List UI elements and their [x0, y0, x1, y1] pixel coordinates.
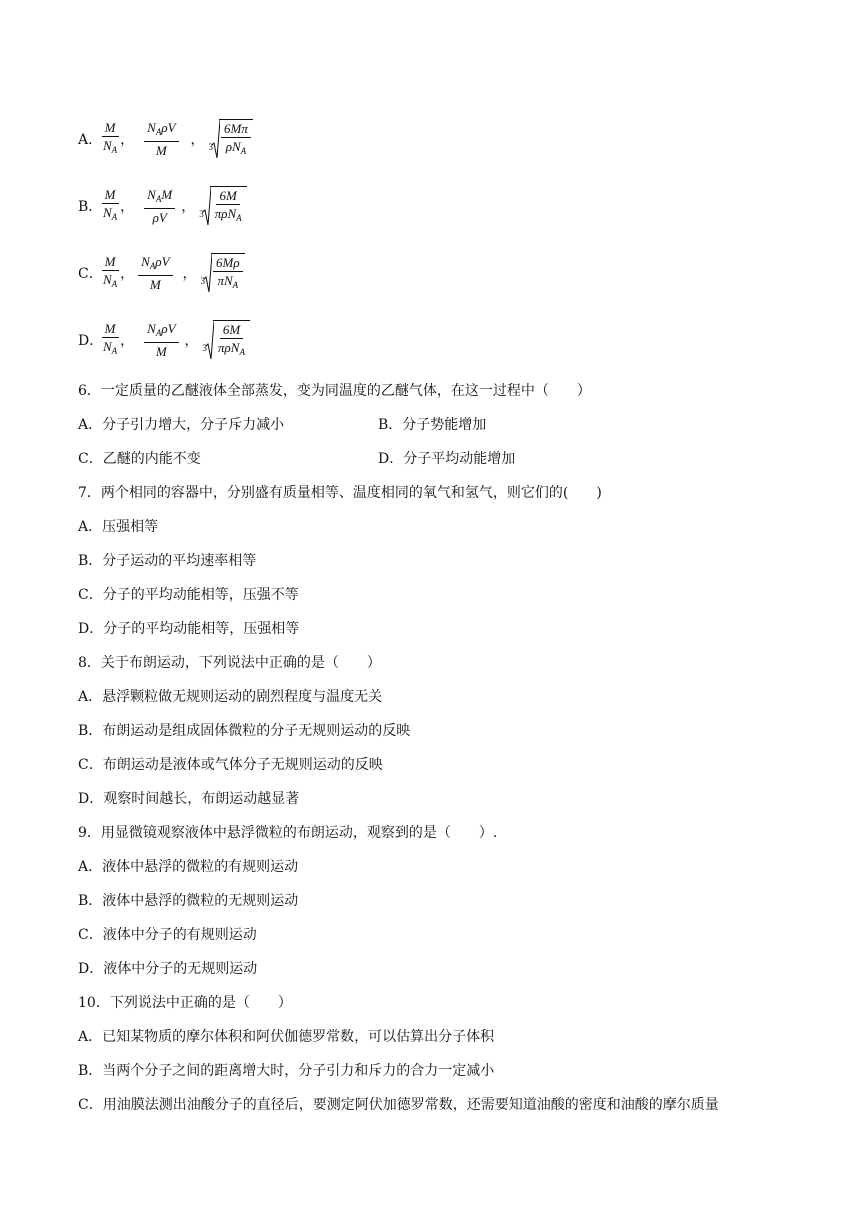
option-c: C．乙醚的内能不变 [78, 451, 201, 467]
cube-root-diameter: 3 $\frac{6M}{\pi\rho N_A}$ [203, 320, 250, 360]
option-d: D．液体中分子的无规则运动 [78, 961, 258, 977]
fraction-molecule-mass: $\frac{M}{N_A}$ [103, 120, 118, 155]
option-a: A．悬浮颗粒做无规则运动的剧烈程度与温度无关 [78, 689, 383, 705]
option-c: C．液体中分子的有规则运动 [78, 927, 257, 943]
fraction-molecule-mass: $\frac{M}{N_A}$ [103, 187, 118, 222]
fraction-molecule-mass: $\frac{M}{N_A}$ [103, 254, 118, 289]
option-b: B．液体中悬浮的微粒的无规则运动 [78, 893, 299, 909]
option-b: B．当两个分子之间的距离增大时，分子引力和斥力的合力一定减小 [78, 1063, 495, 1079]
option-label: B． [78, 199, 103, 215]
option-label: C． [78, 266, 103, 282]
question-stem: 8．关于布朗运动，下列说法中正确的是（ ） [78, 655, 381, 671]
option-b: B．布朗运动是组成固体微粒的分子无规则运动的反映 [78, 723, 411, 739]
fraction-molecule-count: $\frac{N_A\rho V}{M}$ [138, 254, 172, 292]
option-label: D． [78, 333, 104, 349]
option-a: A．已知某物质的摩尔体积和阿伏伽德罗常数，可以估算出分子体积 [78, 1029, 495, 1045]
option-c-row: C． $\frac{M}{N_A}$ ， $\frac{N_A\rho V}{M}$ ， 3 $\frac{6M\rho}{\pi N_A}$ [78, 251, 245, 295]
option-a-row: A． $\frac{M}{N_A}$ ， $\frac{N_A\rho V}{M}$ ， 3 $\frac{6M\pi}{\rho N_A}$ [78, 117, 253, 161]
option-c: C．用油膜法测出油酸分子的直径后，要测定阿伏加德罗常数，还需要知道油酸的密度和油酸的摩尔质量 [78, 1097, 719, 1113]
fraction-molecule-count: $\frac{N_AM}{\rho V}$ [144, 187, 175, 225]
question-stem: 7．两个相同的容器中，分别盛有质量相等、温度相同的氧气和氢气，则它们的( ) [78, 485, 602, 501]
option-b-row: B． $\frac{M}{N_A}$ ， $\frac{N_AM}{\rho V}$ ， 3 $\frac{6M}{\pi\rho N_A}$ [78, 184, 247, 228]
option-b: B．分子运动的平均速率相等 [78, 553, 257, 569]
option-d: D．分子平均动能增加 [378, 451, 516, 467]
option-c: C．分子的平均动能相等，压强不等 [78, 587, 299, 603]
option-label: A． [78, 132, 103, 148]
option-d: D．观察时间越长，布朗运动越显著 [78, 791, 300, 807]
option-d-row: D． $\frac{M}{N_A}$ ， $\frac{N_A\rho V}{M}$ ， 3 $\frac{6M}{\pi\rho N_A}$ [78, 318, 250, 362]
question-stem: 10．下列说法中正确的是（ ） [78, 995, 292, 1011]
cube-root-diameter: 3 $\frac{6M\pi}{\rho N_A}$ [209, 119, 253, 159]
option-a: A．液体中悬浮的微粒的有规则运动 [78, 859, 299, 875]
fraction-molecule-mass: $\frac{M}{N_A}$ [103, 321, 118, 356]
option-c: C．布朗运动是液体或气体分子无规则运动的反映 [78, 757, 383, 773]
question-stem: 6．一定质量的乙醚液体全部蒸发，变为同温度的乙醚气体，在这一过程中（ ） [78, 383, 591, 399]
fraction-molecule-count: $\frac{N_A\rho V}{M}$ [144, 321, 178, 359]
option-a: A．分子引力增大，分子斥力减小 [78, 417, 285, 433]
question-stem: 9．用显微镜观察液体中悬浮微粒的布朗运动，观察到的是（ ）. [78, 825, 498, 841]
cube-root-diameter: 3 $\frac{6M\rho}{\pi N_A}$ [201, 253, 245, 293]
option-d: D．分子的平均动能相等，压强相等 [78, 621, 300, 637]
cube-root-diameter: 3 $\frac{6M}{\pi\rho N_A}$ [199, 186, 246, 226]
option-a: A．压强相等 [78, 519, 159, 535]
fraction-molecule-count: $\frac{N_A\rho V}{M}$ [144, 120, 178, 158]
option-b: B．分子势能增加 [378, 417, 487, 433]
